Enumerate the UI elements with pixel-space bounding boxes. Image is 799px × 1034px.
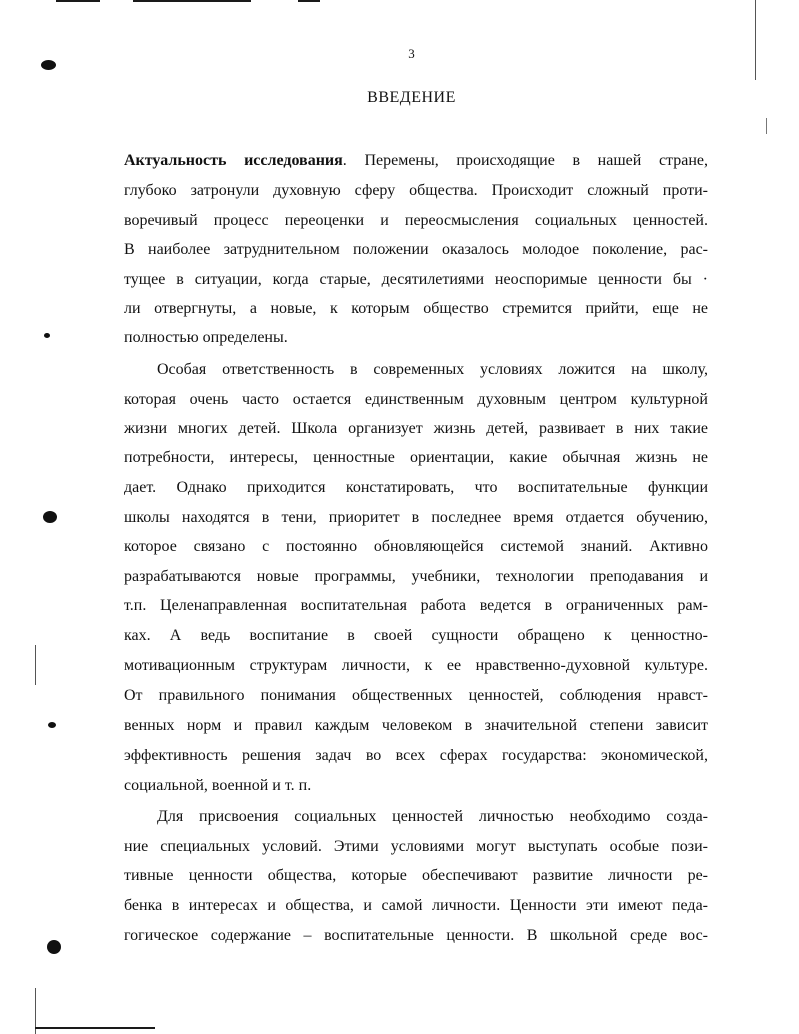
- paragraph-line: потребности, интересы, ценностные ориентации, какие обычная жизнь не: [124, 449, 708, 466]
- paragraph-line: От правильного понимания общественных ценностей, соблюдения нравст-: [124, 687, 708, 704]
- page-title: ВВЕДЕНИЕ: [367, 89, 456, 106]
- paragraph-line: эффективность решения задач во всех сферах государства: экономической,: [124, 747, 708, 764]
- paragraph-line: которая очень часто остается единственным духовным центром культурной: [124, 391, 708, 408]
- paragraph-line: жизни многих детей. Школа организует жизнь детей, развивает в них такие: [124, 420, 708, 437]
- paragraph-line: разрабатываются новые программы, учебники, технологии преподавания и: [124, 568, 708, 585]
- paragraph-line: воречивый процесс переоценки и переосмысления социальных ценностей.: [124, 212, 708, 229]
- paragraph-line: В наиболее затруднительном положении оказалось молодое поколение, рас-: [124, 241, 708, 258]
- lead-phrase: Актуальность исследования: [124, 152, 343, 169]
- scan-edge-right: [755, 0, 756, 80]
- punch-hole-mark: [48, 722, 56, 728]
- punch-hole-mark: [44, 333, 50, 338]
- paragraph-line: тущее в ситуации, когда старые, десятилетиями неоспоримые ценности бы ·: [124, 271, 708, 288]
- scan-edge-top-2: [133, 0, 251, 2]
- paragraph-line: ли отвергнуты, а новые, к которым общество стремится прийти, еще не: [124, 300, 708, 317]
- paragraph-line: бенка в интересах и общества, и самой личности. Ценности эти имеют педа-: [124, 897, 708, 914]
- paragraph-line: школы находятся в тени, приоритет в последнее время отдается обучению,: [124, 509, 708, 526]
- scan-edge-left-line: [35, 645, 36, 685]
- paragraph-line: т.п. Целенаправленная воспитательная работа ведется в ограниченных рам-: [124, 597, 708, 614]
- scan-edge-bottom: [35, 1027, 155, 1029]
- paragraph-line: Особая ответственность в современных условиях ложится на школу,: [157, 361, 708, 378]
- page-number: 3: [408, 46, 415, 61]
- paragraph-line: дает. Однако приходится констатировать, что воспитательные функции: [124, 479, 708, 496]
- paragraph-line: которое связано с постоянно обновляющейся системой знаний. Активно: [124, 538, 708, 555]
- paragraph-line: социальной, военной и т. п.: [124, 777, 312, 794]
- paragraph-line: глубоко затронули духовную сферу общества. Происходит сложный проти-: [124, 182, 708, 199]
- paragraph-line: ние специальных условий. Этими условиями могут выступать особые пози-: [124, 838, 708, 855]
- paragraph-line: тивные ценности общества, которые обеспечивают развитие личности ре-: [124, 867, 708, 884]
- punch-hole-mark: [43, 511, 57, 523]
- paragraph-line: Для присвоения социальных ценностей личностью необходимо созда-: [157, 808, 708, 825]
- scan-edge-right-2: [766, 118, 767, 134]
- punch-hole-mark: [47, 940, 61, 954]
- paragraph-line: гогическое содержание – воспитательные ценности. В школьной среде вос-: [124, 927, 708, 944]
- paragraph-line: венных норм и правил каждым человеком в значительной степени зависит: [124, 717, 708, 734]
- paragraph-line: мотивационным структурам личности, к ее нравственно-духовной культуре.: [124, 657, 708, 674]
- paragraph-line: Актуальность исследования. Перемены, происходящие в нашей стране,: [124, 152, 708, 169]
- scan-edge-top-3: [298, 0, 320, 2]
- paragraph-line: полностью определены.: [124, 329, 288, 346]
- paragraph-line: ках. А ведь воспитание в своей сущности обращено к ценностно-: [124, 627, 708, 644]
- scan-edge-top-1: [56, 0, 100, 2]
